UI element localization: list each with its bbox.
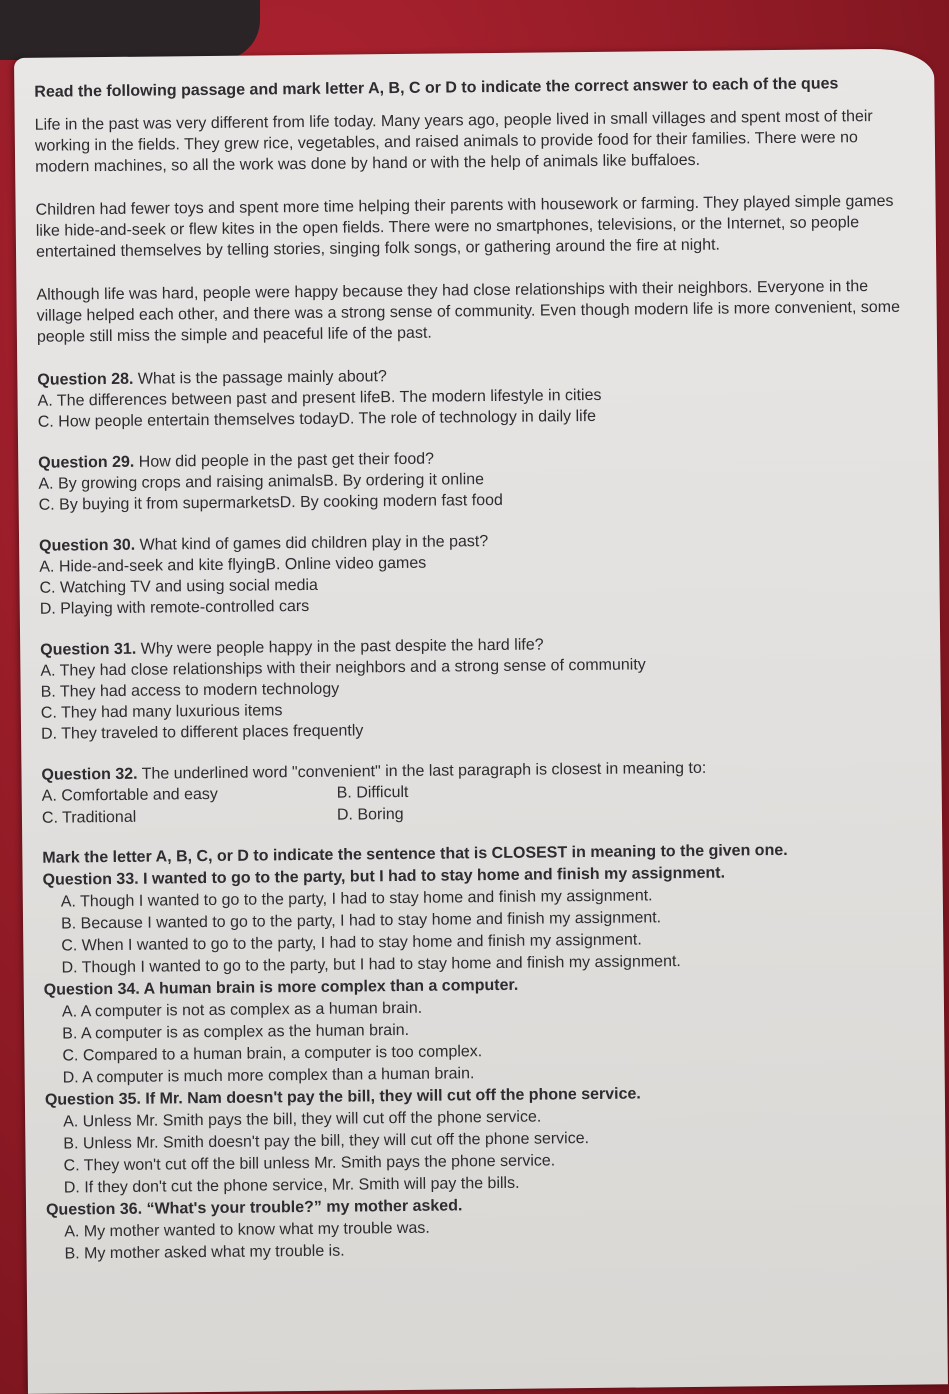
question-label: Question 28. xyxy=(37,370,134,389)
worksheet-page xyxy=(14,48,948,1394)
option-b: B. My mother asked what my trouble is. xyxy=(64,1242,345,1263)
option-line: A. By growing crops and raising animalsB. By ordering it online xyxy=(38,471,485,493)
question-33 xyxy=(43,861,904,980)
option-a: A. Unless Mr. Smith pays the bill, they will cut off the phone service. xyxy=(63,1108,542,1131)
question-31 xyxy=(40,631,901,745)
question-title: Question 35. If Mr. Nam doesn't pay the bill, they will cut off the phone service. xyxy=(44,1085,641,1109)
question-30 xyxy=(39,527,900,620)
option-d: D. If they don't cut the phone service, Mr. Smith will pay the bills. xyxy=(63,1174,520,1197)
question-title: Question 34. A human brain is more complex than a computer. xyxy=(43,976,519,999)
option-a: A. My mother wanted to know what my trouble was. xyxy=(64,1219,430,1241)
question-label: Question 32. xyxy=(41,765,138,784)
passage-paragraph-2 xyxy=(35,191,896,263)
passage-line: working in the fields. They grew rice, vegetables, and raised animals to provide food for their families. There were no xyxy=(34,129,858,155)
question-28 xyxy=(37,361,898,433)
passage-line: entertained themselves by telling stories, singing folk songs, or gathering around the fire at night. xyxy=(35,236,721,261)
passage-line: people still miss the simple and peaceful life of the past. xyxy=(36,324,432,346)
option-b: B. Unless Mr. Smith doesn't pay the bill, they will cut off the phone service. xyxy=(63,1130,590,1153)
option-line: C. By buying it from supermarketsD. By cooking modern fast food xyxy=(38,491,503,514)
passage-paragraph-3 xyxy=(36,276,901,348)
passage-line: village helped each other, and there was a strong sense of community. Even though modern life is more convenient, some xyxy=(36,298,901,325)
question-title: Question 36. “What's your trouble?” my mother asked. xyxy=(45,1197,463,1219)
option-line: C. How people entertain themselves todayD. The role of technology in daily life xyxy=(37,407,597,431)
option-a: A. Comfortable and easy xyxy=(41,785,218,805)
option-line: D. Playing with remote-controlled cars xyxy=(39,597,310,618)
section-instruction: Mark the letter A, B, C, or D to indicate the sentence that is CLOSEST in meaning to the given one. xyxy=(42,841,788,867)
option-line: A. Hide-and-seek and kite flyingB. Online video games xyxy=(39,554,427,576)
question-label: Question 30. xyxy=(39,536,136,555)
dark-corner xyxy=(0,0,260,60)
question-text: The underlined word "convenient" in the last paragraph is closest in meaning to: xyxy=(137,759,707,783)
question-title: Question 33. I wanted to go to the party, but I had to stay home and finish my assignment. xyxy=(42,864,726,889)
option-d: D. Boring xyxy=(336,805,404,824)
option-d: D. They traveled to different places frequently xyxy=(40,722,364,743)
option-b: B. Because I wanted to go to the party, I had to stay home and finish my assignment. xyxy=(60,909,662,933)
question-text: What is the passage mainly about? xyxy=(133,368,387,388)
option-line: C. Watching TV and using social media xyxy=(39,576,318,597)
question-34 xyxy=(44,971,905,1090)
option-a: A. A computer is not as complex as a human brain. xyxy=(61,999,423,1021)
option-b: B. They had access to modern technology xyxy=(40,680,340,701)
passage-line: modern machines, so all the work was done by hand or with the help of animals like buffaloes. xyxy=(35,151,701,176)
question-text: Why were people happy in the past despite the hard life? xyxy=(136,636,544,658)
question-label: Question 29. xyxy=(38,453,135,472)
option-c: C. Compared to a human brain, a computer is too complex. xyxy=(62,1043,483,1065)
option-c: C. They won't cut off the bill unless Mr. Smith pays the phone service. xyxy=(63,1152,556,1175)
option-b: B. Difficult xyxy=(336,783,409,802)
option-a: A. Though I wanted to go to the party, I had to stay home and finish my assignment. xyxy=(60,887,653,911)
passage-line: Life in the past was very different from life today. Many years ago, people lived in small villages and spent most of their xyxy=(34,108,873,134)
question-32 xyxy=(41,756,902,830)
question-text: How did people in the past get their food? xyxy=(134,450,435,471)
passage-line: Although life was hard, people were happy because they had close relationships with their neighbors. Everyone in the xyxy=(36,278,869,304)
passage-line: Children had fewer toys and spent more time helping their parents with housework or farming. They played simple games xyxy=(35,192,894,219)
option-c: C. They had many luxurious items xyxy=(40,702,283,722)
question-35 xyxy=(45,1081,906,1200)
worksheet-content xyxy=(34,67,906,1266)
passage-paragraph-1 xyxy=(35,106,896,178)
option-c: C. When I wanted to go to the party, I had to stay home and finish my assignment. xyxy=(61,931,642,955)
question-29 xyxy=(38,444,899,516)
option-d: D. A computer is much more complex than a human brain. xyxy=(62,1065,475,1087)
option-line: A. The differences between past and present lifeB. The modern lifestyle in cities xyxy=(37,386,602,410)
question-text: What kind of games did children play in the past? xyxy=(135,533,489,554)
option-c: C. Traditional xyxy=(41,808,137,827)
option-a: A. They had close relationships with their neighbors and a strong sense of community xyxy=(40,656,646,680)
question-label: Question 31. xyxy=(40,640,137,659)
instruction: Read the following passage and mark letter A, B, C or D to indicate the correct answer to each of the ques xyxy=(34,75,839,101)
passage-line: like hide-and-seek or flew kites in the open fields. There were no smartphones, televisions, or the Internet, so people xyxy=(35,214,860,240)
option-b: B. A computer is as complex as the human brain. xyxy=(62,1021,410,1043)
option-d: D. Though I wanted to go to the party, but I had to stay home and finish my assignment. xyxy=(61,953,681,977)
question-36 xyxy=(46,1191,907,1266)
